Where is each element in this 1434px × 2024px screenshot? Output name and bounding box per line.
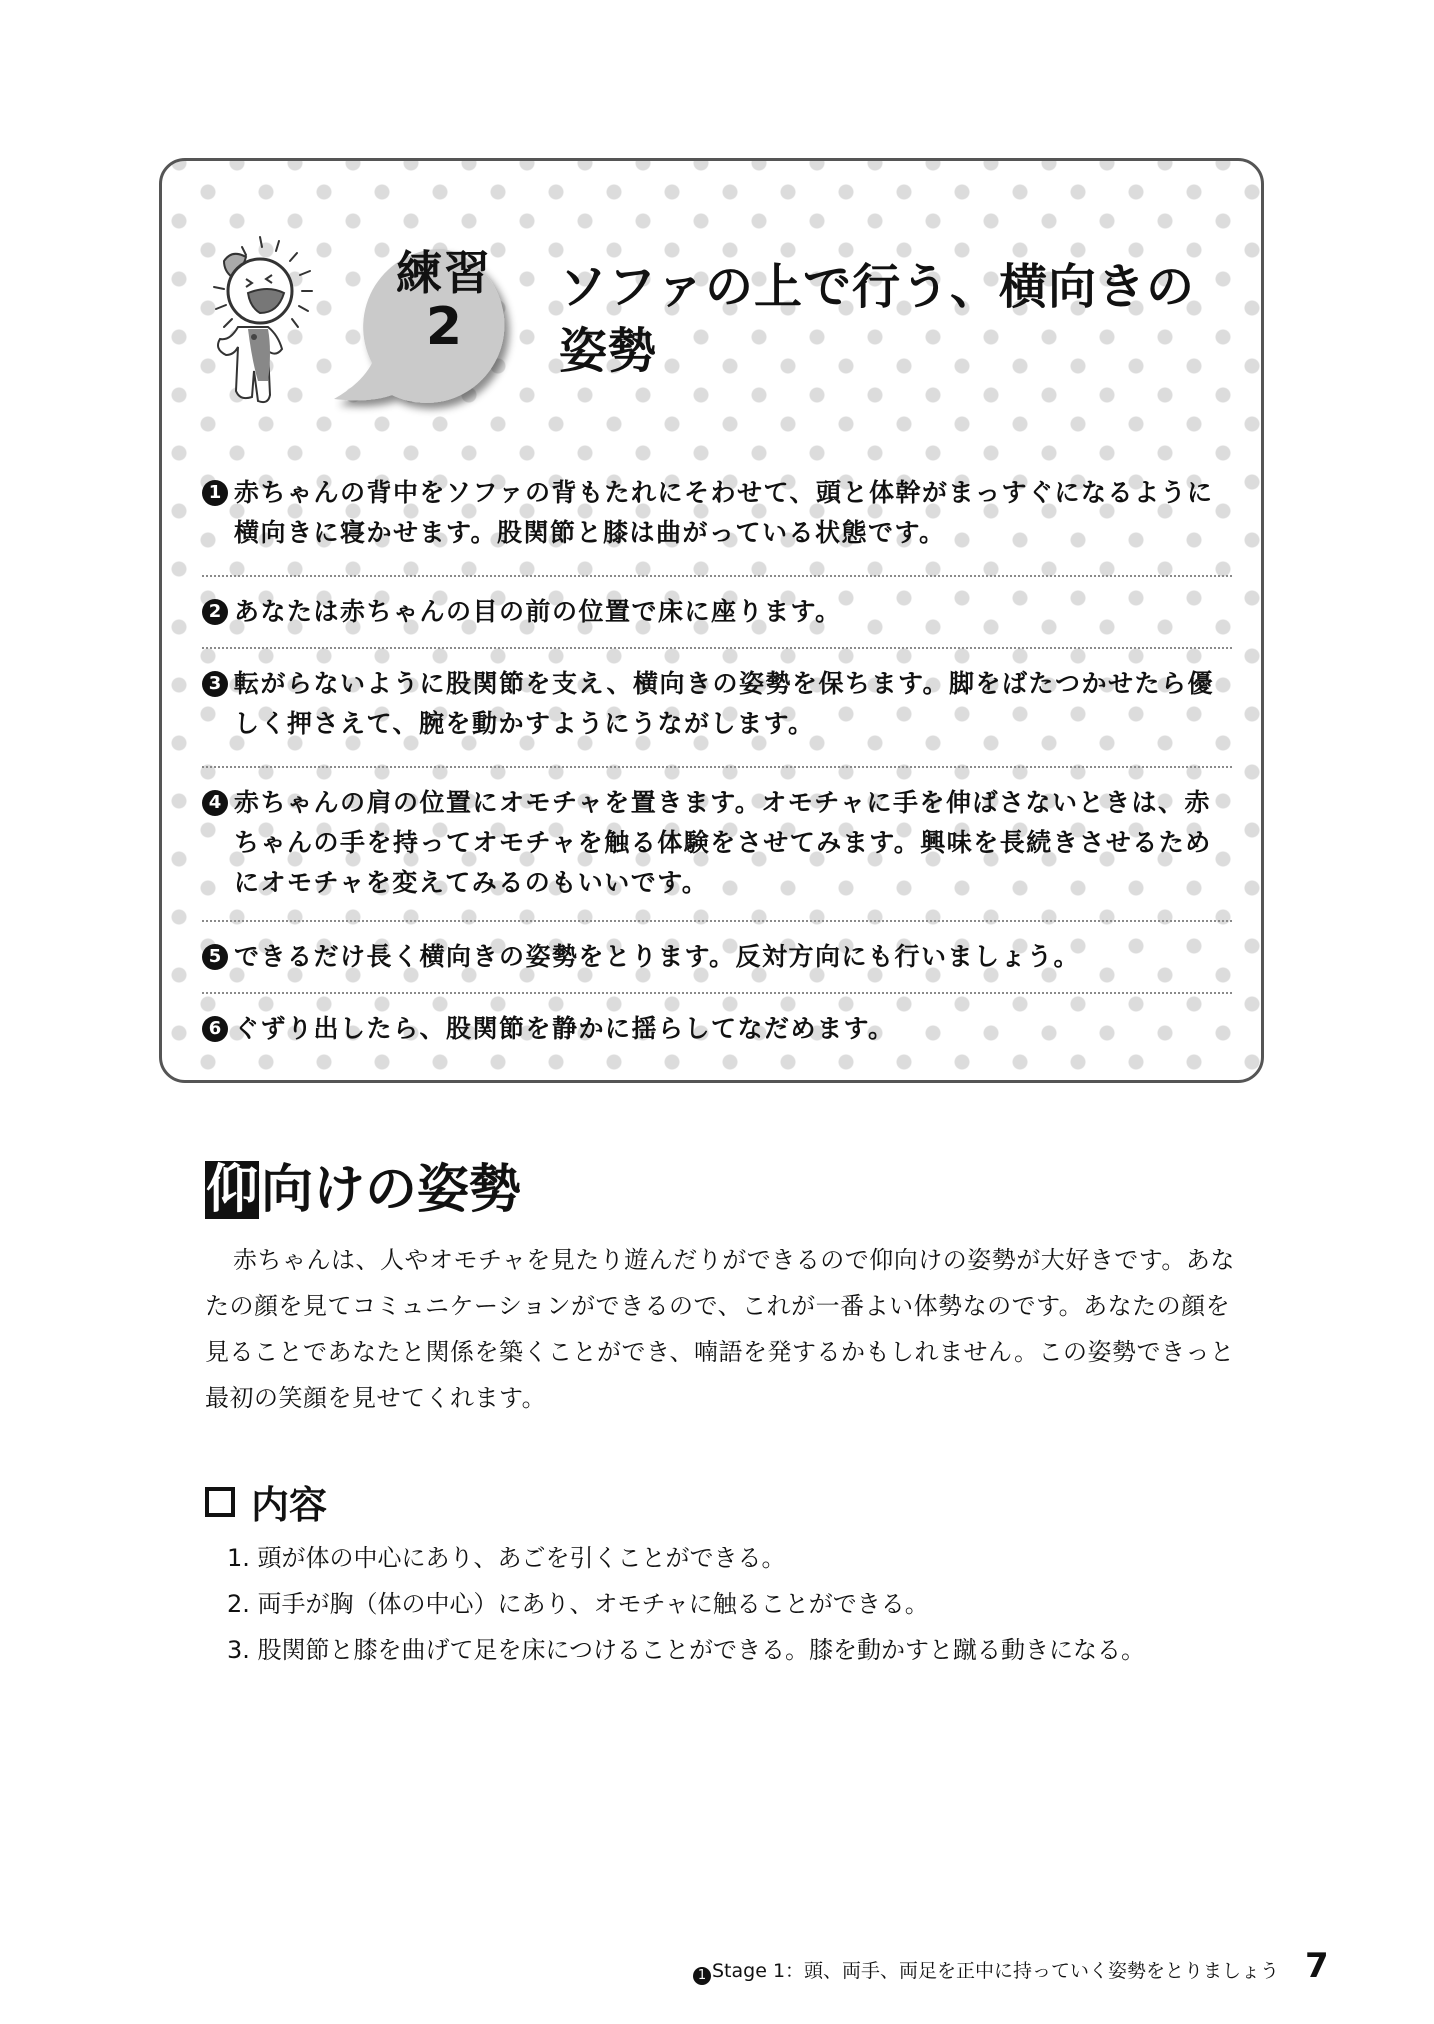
section-heading (205, 1160, 521, 1220)
practice-number: 2 (425, 296, 463, 357)
page-footer (0, 1946, 1434, 1990)
mascot-character-icon (202, 231, 322, 411)
step-number-badge: 3 (202, 671, 228, 697)
step-number-badge: 2 (202, 599, 228, 625)
step-number-badge: 6 (202, 1016, 228, 1042)
section-body-paragraph: 赤ちゃんは、人やオモチャを見たり遊んだりができるので仰向けの姿勢が大好きです。あなたの顔を見てコミュニケーションができるので、これが一番よい体勢なのです。あなたの顔を見ることであなたと関係を築くことができ、喃語を発するかもしれません。この姿勢できっと最初の笑顔を見せてくれます。 (205, 1246, 1235, 1412)
page-number: 7 (1305, 1946, 1329, 1986)
running-footer (693, 1956, 1279, 1985)
contents-list-item: 2. 両手が胸（体の中心）にあり、オモチャに触ることができる。 (227, 1590, 929, 1618)
step-item (202, 920, 1232, 992)
step-item (202, 575, 1232, 647)
contents-heading (205, 1474, 327, 1529)
step-item (202, 463, 1232, 575)
step-item (202, 766, 1232, 920)
step-number-badge: 5 (202, 944, 228, 970)
step-text: 転がらないように股関節を支え、横向きの姿勢を保ちます。脚をばたつかせたら優しく押さえて、腕を動かすようにうながします。 (234, 669, 1215, 738)
step-text: あなたは赤ちゃんの目の前の位置で床に座ります。 (234, 597, 842, 626)
practice-steps (202, 463, 1232, 1059)
footer-stage-text: Stage 1：頭、両手、両足を正中に持っていく姿勢をとりましょう (712, 1960, 1280, 1982)
step-item (202, 647, 1232, 766)
heading-text: 向けの姿勢 (261, 1160, 522, 1220)
contents-list-item: 3. 股関節と膝を曲げて足を床につけることができる。膝を動かすと蹴る動きになる。 (227, 1636, 1146, 1664)
practice-badge (334, 245, 534, 425)
practice-title: ソファの上で行う、横向きの姿勢 (559, 259, 1196, 379)
step-text: できるだけ長く横向きの姿勢をとります。反対方向にも行いましょう。 (234, 942, 1081, 971)
step-number-badge: 4 (202, 790, 228, 816)
contents-heading-text: 内容 (251, 1483, 328, 1527)
practice-box (159, 158, 1264, 1083)
step-text: 赤ちゃんの肩の位置にオモチャを置きます。オモチャに手を伸ばさないときは、赤ちゃんの手を持ってオモチャを触る体験をさせてみます。興味を長続きさせるためにオモチャを変えてみるのもいいです。 (234, 788, 1212, 897)
step-text: ぐずり出したら、股関節を静かに揺らしてなだめます。 (234, 1014, 895, 1043)
practice-label: 練習 (396, 246, 492, 300)
step-number-badge: 1 (202, 480, 228, 506)
step-text: 赤ちゃんの背中をソファの背もたれにそわせて、頭と体幹がまっすぐになるように横向きに寝かせます。股関節と膝は曲がっている状態です。 (234, 478, 1214, 547)
contents-list (227, 1535, 1145, 1673)
checkbox-icon (205, 1487, 235, 1517)
contents-list-item: 1. 頭が体の中心にあり、あごを引くことができる。 (227, 1544, 786, 1572)
heading-initial-block: 仰 (205, 1160, 258, 1220)
step-item (202, 992, 1232, 1059)
stage-bullet-icon: 1 (693, 1967, 711, 1985)
